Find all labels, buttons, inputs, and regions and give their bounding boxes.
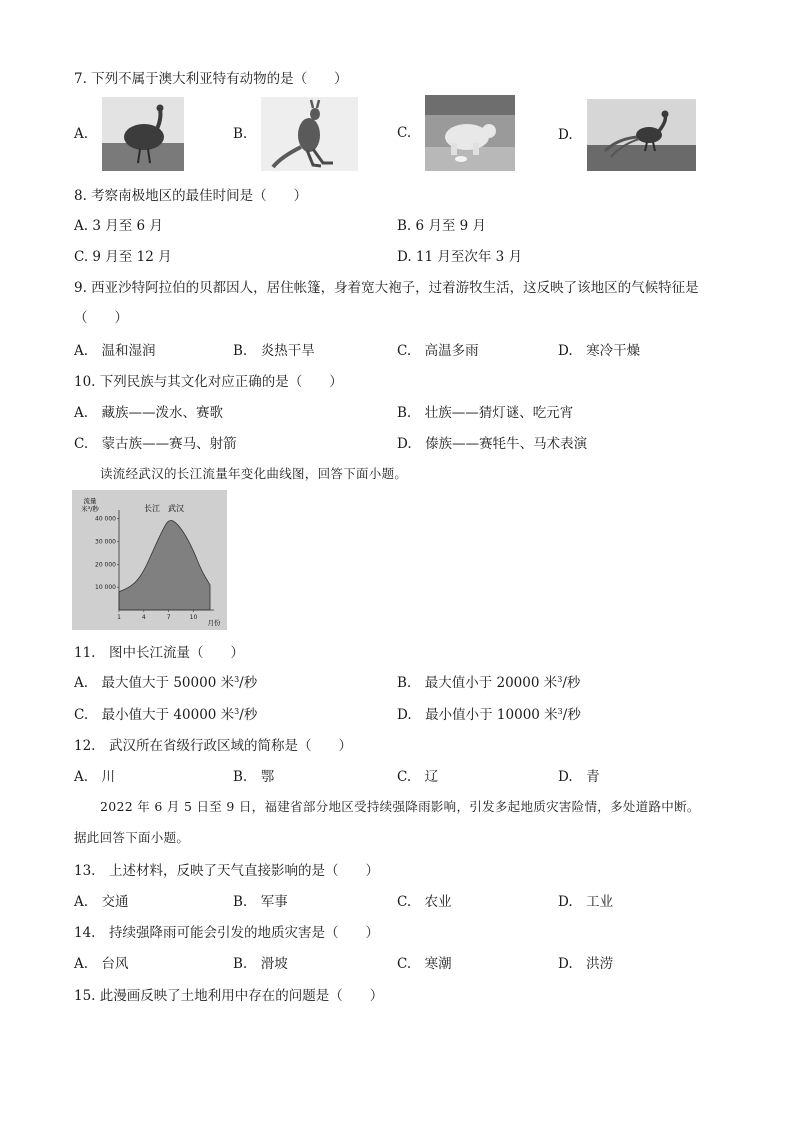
q8-option-b[interactable]: B. 6 月至 9 月 xyxy=(397,218,487,234)
q11-option-c-text: C. 最小值大于 40000 米 xyxy=(74,707,235,723)
emu-photo-icon xyxy=(102,97,184,171)
q12-stem: 12. 武汉所在省级行政区域的简称是（ ） xyxy=(74,738,352,754)
q10-option-c[interactable]: C. 蒙古族——赛马、射箭 xyxy=(74,436,237,452)
q11-option-d-unit: /秒 xyxy=(562,707,581,723)
q14-stem: 14. 持续强降雨可能会引发的地质灾害是（ ） xyxy=(74,925,379,941)
q11-option-a[interactable] xyxy=(74,671,257,691)
x-tick-label: 7 xyxy=(166,614,171,621)
q7-option-b-label: B. xyxy=(233,126,248,142)
lyrebird-photo-icon xyxy=(587,99,696,171)
y-tick-label: 20 000 xyxy=(95,561,116,569)
q7-option-c-label: C. xyxy=(397,125,412,141)
x-tick-label: 1 xyxy=(117,614,121,621)
q13-stem: 13. 上述材料，反映了天气直接影响的是（ ） xyxy=(74,863,379,879)
y-tick-label: 30 000 xyxy=(95,538,116,546)
q9-stem-cont: （ ） xyxy=(74,310,128,326)
q11-option-b-sup: 3 xyxy=(557,675,563,684)
q11-option-c-sup: 3 xyxy=(234,707,240,716)
q7-option-d-label: D. xyxy=(558,127,573,143)
q15-stem: 15. 此漫画反映了土地利用中存在的问题是（ ） xyxy=(74,988,384,1004)
q10-option-a[interactable]: A. 藏族——泼水、赛歌 xyxy=(74,405,224,421)
chart-intro: 读流经武汉的长江流量年变化曲线图，回答下面小题。 xyxy=(100,466,408,481)
q7-option-a[interactable] xyxy=(74,97,184,171)
q10-stem: 10. 下列民族与其文化对应正确的是（ ） xyxy=(74,374,343,390)
q11-option-d-sup: 3 xyxy=(557,707,563,716)
q13-option-d[interactable]: D. 工业 xyxy=(558,894,614,910)
chart-ylabel-line1: 流量 xyxy=(83,497,97,505)
q11-option-a-text: A. 最大值大于 50000 米 xyxy=(74,675,235,691)
material-intro-line2: 据此回答下面小题。 xyxy=(74,830,190,845)
chart-xlabel: 月份 xyxy=(207,619,221,627)
chart-ylabel-line2: 米³/秒 xyxy=(81,505,99,513)
q10-option-d[interactable]: D. 傣族——赛牦牛、马术表演 xyxy=(397,436,588,452)
q7-option-a-label: A. xyxy=(74,126,89,142)
kangaroo-photo-icon xyxy=(261,97,358,171)
q11-option-a-unit: /秒 xyxy=(239,675,258,691)
q12-option-d[interactable]: D. 青 xyxy=(558,769,600,785)
q12-option-a[interactable]: A. 川 xyxy=(74,769,116,785)
q8-option-c[interactable]: C. 9 月至 12 月 xyxy=(74,249,172,265)
q9-option-b[interactable]: B. 炎热干旱 xyxy=(233,343,315,359)
q11-option-a-sup: 3 xyxy=(234,675,240,684)
yangtze-flow-chart xyxy=(72,490,227,630)
q14-option-a[interactable]: A. 台风 xyxy=(74,956,129,972)
q9-option-c[interactable]: C. 高温多雨 xyxy=(397,343,479,359)
q11-option-b[interactable] xyxy=(397,671,580,691)
q7-stem: 7. 下列不属于澳大利亚特有动物的是（ ） xyxy=(74,71,348,87)
q11-option-c[interactable] xyxy=(74,703,257,723)
y-tick-label: 40 000 xyxy=(95,515,116,523)
q11-option-b-unit: /秒 xyxy=(562,675,581,691)
q11-option-b-text: B. 最大值小于 20000 米 xyxy=(397,675,558,691)
q13-option-b[interactable]: B. 军事 xyxy=(233,894,288,910)
q14-option-b[interactable]: B. 滑坡 xyxy=(233,956,288,972)
material-intro-line1: 2022 年 6 月 5 日至 9 日，福建省部分地区受持续强降雨影响，引发多起地质灾害险情，多处道路中断。 xyxy=(100,799,700,814)
q12-option-b[interactable]: B. 鄂 xyxy=(233,769,275,785)
q13-option-c[interactable]: C. 农业 xyxy=(397,894,452,910)
q11-option-d[interactable] xyxy=(397,703,581,723)
q12-option-c[interactable]: C. 辽 xyxy=(397,769,439,785)
q14-option-c[interactable]: C. 寒潮 xyxy=(397,956,452,972)
q8-option-a[interactable]: A. 3 月至 6 月 xyxy=(74,218,163,234)
q9-stem: 9. 西亚沙特阿拉伯的贝都因人，居住帐篷，身着宽大袍子，过着游牧生活，这反映了该地区的气候特征是 xyxy=(74,280,699,296)
q11-option-d-text: D. 最小值小于 10000 米 xyxy=(397,707,558,723)
x-tick-label: 4 xyxy=(141,614,146,621)
q10-option-b[interactable]: B. 壮族——猜灯谜、吃元宵 xyxy=(397,405,574,421)
x-tick-label: 10 xyxy=(189,614,198,621)
y-tick-label: 10 000 xyxy=(95,584,116,592)
q14-option-d[interactable]: D. 洪涝 xyxy=(558,956,614,972)
q13-option-a[interactable]: A. 交通 xyxy=(74,894,129,910)
chart-title: 长江 武汉 xyxy=(144,504,184,513)
q9-option-a[interactable]: A. 温和湿润 xyxy=(74,343,156,359)
q7-option-c[interactable] xyxy=(397,95,515,171)
q9-option-d[interactable]: D. 寒冷干燥 xyxy=(558,343,641,359)
q11-option-c-unit: /秒 xyxy=(239,707,258,723)
q8-option-d[interactable]: D. 11 月至次年 3 月 xyxy=(397,249,523,265)
q7-option-b[interactable] xyxy=(233,97,358,171)
polar-bear-photo-icon xyxy=(425,95,515,171)
q7-option-d[interactable] xyxy=(558,99,696,171)
q8-stem: 8. 考察南极地区的最佳时间是（ ） xyxy=(74,188,308,204)
q11-stem: 11. 图中长江流量（ ） xyxy=(74,645,244,661)
